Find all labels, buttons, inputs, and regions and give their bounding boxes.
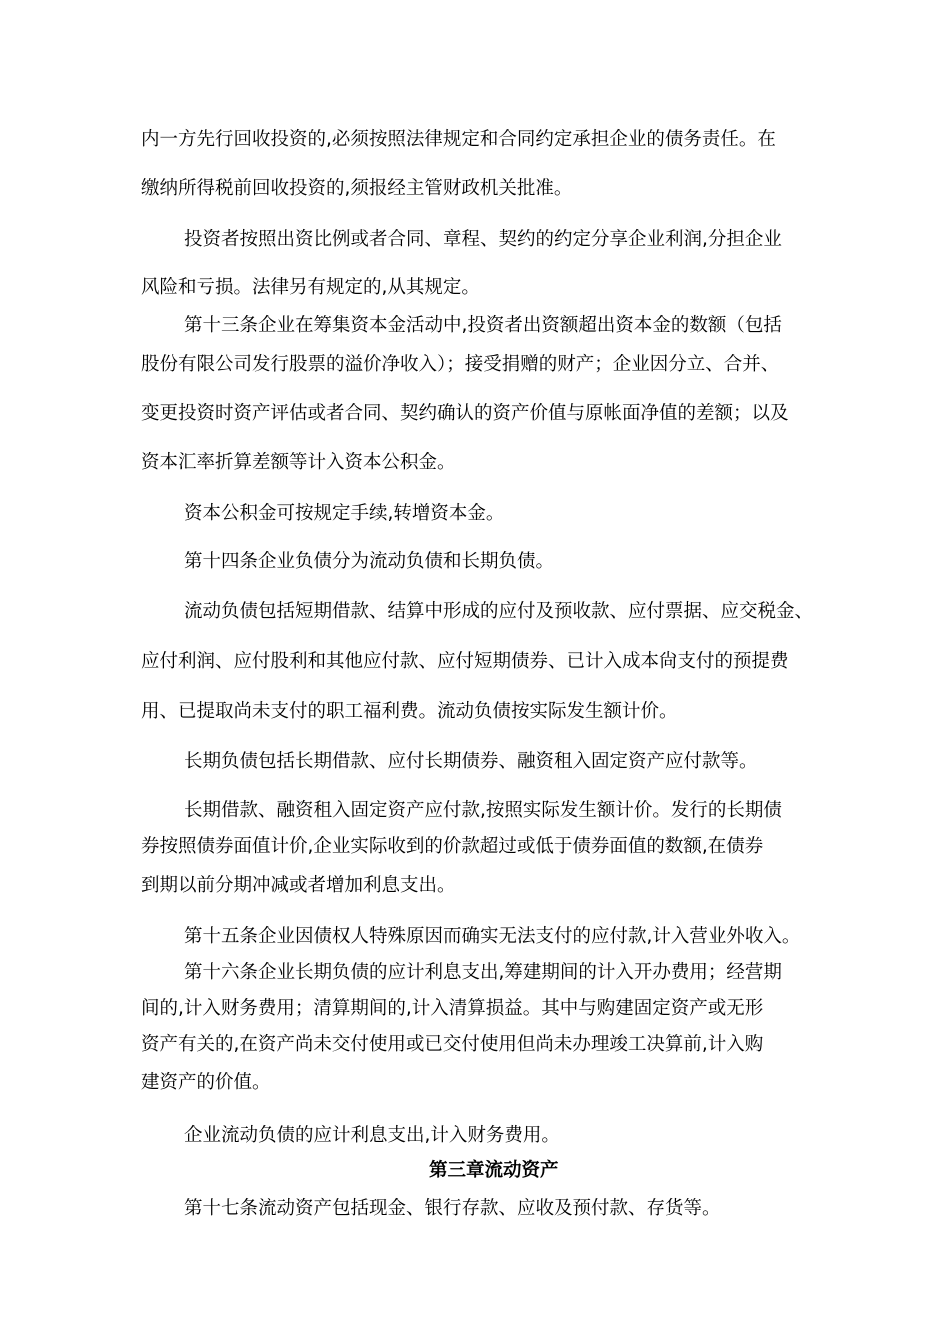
text-line: 内一方先行回收投资的,必须按照法律规定和合同约定承担企业的债务责任。在 [141, 129, 776, 150]
text-line: 资本汇率折算差额等计入资本公积金。 [141, 452, 456, 473]
text-line: 建资产的价值。 [141, 1072, 271, 1093]
text-line: 长期借款、融资租入固定资产应付款,按照实际发生额计价。发行的长期债 [184, 800, 782, 821]
text-line: 企业流动负债的应计利息支出,计入财务费用。 [184, 1125, 560, 1146]
text-line: 第十六条企业长期负债的应计利息支出,筹建期间的计入开办费用；经营期 [184, 962, 782, 983]
text-line: 到期以前分期冲减或者增加利息支出。 [141, 875, 456, 896]
text-line: 资产有关的,在资产尚未交付使用或已交付使用但尚未办理竣工决算前,计入购 [141, 1034, 764, 1055]
text-line: 券按照债券面值计价,企业实际收到的价款超过或低于债券面值的数额,在债券 [141, 836, 764, 857]
text-line: 第十七条流动资产包括现金、银行存款、应收及预付款、存货等。 [184, 1198, 721, 1219]
text-line: 流动负债包括短期借款、结算中形成的应付及预收款、应付票据、应交税金、 [184, 601, 814, 622]
text-line: 股份有限公司发行股票的溢价净收入）；接受捐赠的财产；企业因分立、合并、 [141, 354, 780, 375]
text-line: 缴纳所得税前回收投资的,须报经主管财政机关批准。 [141, 178, 573, 199]
text-line: 第十五条企业因债权人特殊原因而确实无法支付的应付款,计入营业外收入。 [184, 926, 801, 947]
text-line: 资本公积金可按规定手续,转增资本金。 [184, 503, 505, 524]
text-line: 间的,计入财务费用；清算期间的,计入清算损益。其中与购建固定资产或无形 [141, 998, 764, 1019]
text-line: 应付利润、应付股利和其他应付款、应付短期债券、已计入成本尙支付的预提费 [141, 651, 789, 672]
chapter-heading: 第三章流动资产 [429, 1160, 559, 1181]
text-line: 第十四条企业负债分为流动负债和长期负债。 [184, 551, 555, 572]
text-line: 用、已提取尚未支付的职工福利费。流动负债按实际发生额计价。 [141, 701, 678, 722]
text-line: 变更投资时资产评估或者合同、契约确认的资产价值与原帐面净值的差额；以及 [141, 403, 789, 424]
text-line: 长期负债包括长期借款、应付长期债券、融资租入固定资产应付款等。 [184, 751, 758, 772]
text-line: 第十三条企业在筹集资本金活动中,投资者出资额超出资本金的数额（包括 [184, 315, 782, 336]
text-line: 风险和亏损。法律另有规定的,从其规定。 [141, 277, 480, 298]
text-line: 投资者按照出资比例或者合同、章程、契约的约定分享企业利润,分担企业 [184, 229, 782, 250]
